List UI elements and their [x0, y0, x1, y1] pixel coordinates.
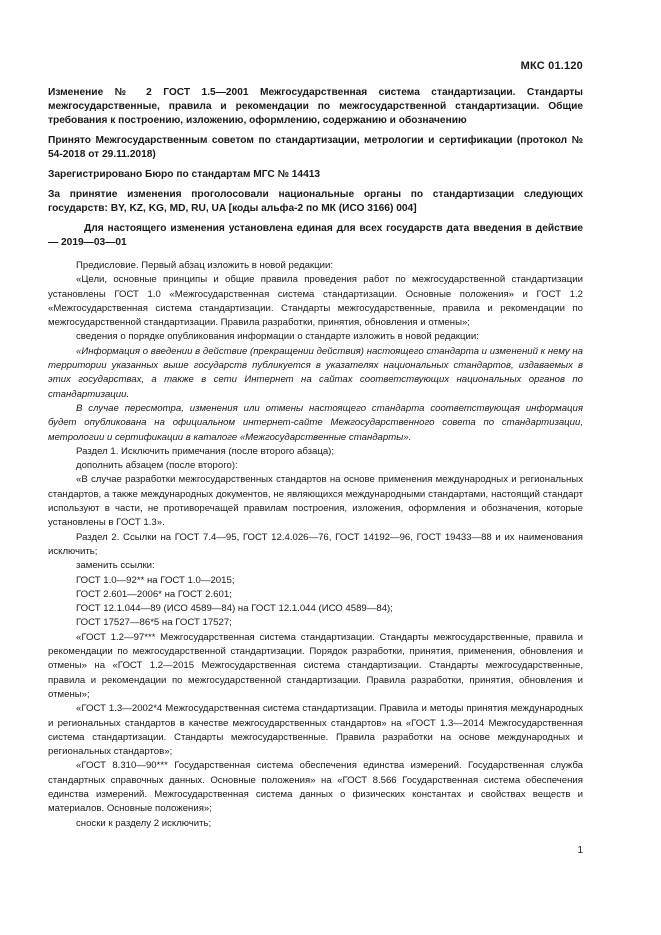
- paragraph: заменить ссылки:: [76, 560, 155, 572]
- paragraph: Предисловие. Первый абзац изложить в новой редакции:: [76, 260, 334, 271]
- page-number: 1: [577, 845, 583, 856]
- adopted-statement: Принято Межгосударственным советом по стандартизации, метрологии и сертификации (протокол № 54-2018 от 29.11.2018): [48, 135, 583, 160]
- reference-replacement: ГОСТ 2.601—2006* на ГОСТ 2.601;: [76, 588, 232, 600]
- paragraph: дополнить абзацем (после второго):: [76, 460, 238, 472]
- amendment-title: Изменение № 2 ГОСТ 1.5—2001 Межгосударственная система стандартизации. Стандарты межгосударственные, правила и рекомендации по межгосударственной стандартизации. Общие требования к построению, изложению, оформлению, содержанию и обозначению: [48, 87, 583, 126]
- paragraph: «ГОСТ 1.2—97*** Межгосударственная система стандартизации. Стандарты межгосударственные, правила и рекомендации по межгосударственной стандартизации. Порядок разработки, принятия, применения, обновления и отмены» на «ГОСТ 1.2—2015 Межгосударственная система стандартизации. Стандарты межгосударственные, правила и рекомендации по межгосударственной стандартизации. Правила разработки, принятия, обновления и отмены»;: [48, 631, 583, 700]
- paragraph: «ГОСТ 8.310—90*** Государственная система обеспечения единства измерений. Государственная служба стандартных справочных данных. Основные положения» на «ГОСТ 8.566 Государственная система обеспечения единства измерений. Межгосударственная система данных о физических константах и свойствах веществ и материалов. Основные положения»;: [48, 760, 583, 815]
- reference-replacement: ГОСТ 17527—86*5 на ГОСТ 17527;: [76, 617, 232, 629]
- paragraph-italic: В случае пересмотра, изменения или отмены настоящего стандарта соответствующая информация будет опубликована на официальном интернет-сайте Межгосударственного совета по стандартизации, метрологии и сертификации в каталоге «Межгосударственные стандарты».: [48, 402, 583, 443]
- voting-statement: За принятие изменения проголосовали национальные органы по стандартизации следующих государств: BY, KZ, KG, MD, RU, UA [коды альфа-2 по МК (ИСО 3166) 004]: [48, 189, 583, 214]
- paragraph: сведения о порядке опубликования информации о стандарте изложить в новой редакции:: [76, 331, 479, 343]
- paragraph: «В случае разработки межгосударственных стандартов на основе применения международных и региональных стандартов, а также международных документов, не являющихся международными стандартами, настоящий стандарт используют в части, не противоречащей правилам построения, изложения, оформления и обозначения, которые установлены в ГОСТ 1.3».: [48, 474, 583, 529]
- paragraph-italic: «Информация о введении в действие (прекращении действия) настоящего стандарта и изменений к нему на территории указанных выше государств публикуется в указателях национальных стандартов, издаваемых в этих государствах, а также в сети Интернет на сайтах соответствующих национальных органов по стандартизации.: [48, 345, 583, 400]
- paragraph: «ГОСТ 1.3—2002*4 Межгосударственная система стандартизации. Правила и методы принятия международных и региональных стандартов в качестве межгосударственных стандартов» на «ГОСТ 1.3—2014 Межгосударственная система стандартизации. Стандарты межгосударственные. Правила разработки на основе международных и региональных стандартов»;: [48, 703, 583, 758]
- paragraph: «Цели, основные принципы и общие правила проведения работ по межгосударственной стандартизации установлены ГОСТ 1.0 «Межгосударственная система стандартизации. Основные положения» и ГОСТ 1.2 «Межгосударственная система стандартизации. Стандарты межгосударственные, правила и рекомендации по межгосударственной стандартизации. Правила разработки, принятия, обновления и отмены»;: [48, 274, 583, 329]
- reference-replacement: ГОСТ 1.0—92** на ГОСТ 1.0—2015;: [76, 574, 235, 586]
- amendment-header: [48, 86, 583, 256]
- registration-statement: Зарегистрировано Бюро по стандартам МГС № 14413: [48, 169, 321, 180]
- paragraph: Раздел 2. Ссылки на ГОСТ 7.4—95, ГОСТ 12.4.026—76, ГОСТ 14192—96, ГОСТ 19433—88 и их наименования исключить;: [48, 531, 583, 557]
- reference-replacement: ГОСТ 12.1.044—89 (ИСО 4589—84) на ГОСТ 12.1.044 (ИСО 4589—84);: [76, 603, 393, 615]
- paragraph: сноски к разделу 2 исключить;: [76, 817, 212, 829]
- amendment-body: [48, 259, 583, 831]
- classification-code: МКС 01.120: [520, 60, 583, 72]
- paragraph: Раздел 1. Исключить примечания (после второго абзаца);: [76, 445, 335, 457]
- effective-date-statement: Для настоящего изменения установлена единая для всех государств дата введения в действие — 2019—03—01: [48, 223, 583, 248]
